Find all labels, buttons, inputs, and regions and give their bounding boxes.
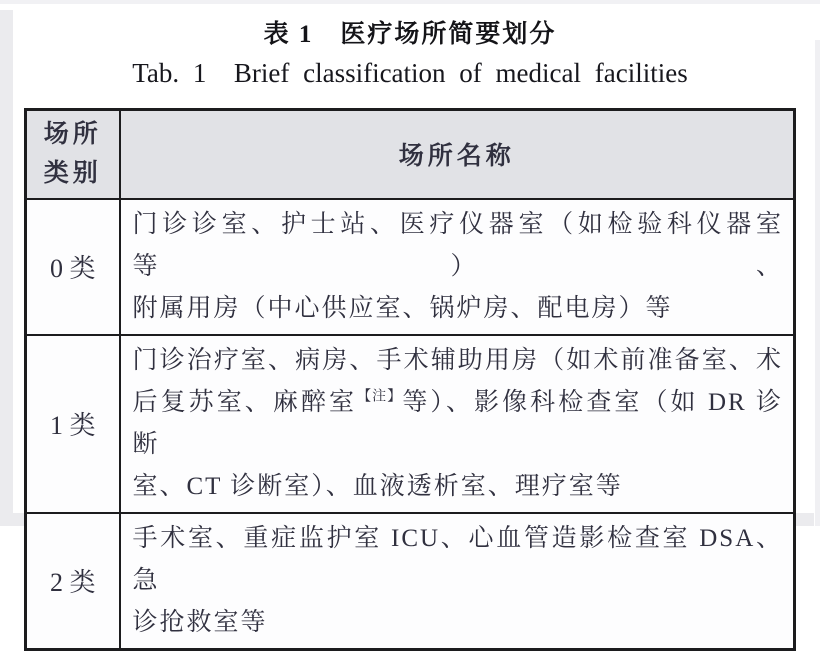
- page-edge-right: [815, 40, 820, 526]
- table-header-row: [26, 110, 795, 199]
- facilities-line: 门诊治疗室、病房、手术辅助用房（如术前准备室、术: [132, 346, 783, 374]
- note-superscript: 【注】: [357, 389, 403, 405]
- facilities-cell-class0: [120, 199, 795, 335]
- header-category-column: [26, 110, 120, 199]
- facilities-text-segment: 等）、影像科检查室（如 DR 诊断: [132, 388, 783, 458]
- facilities-text-segment: 后复苏室、麻醉室: [132, 388, 358, 416]
- page-edge-top: [0, 0, 820, 4]
- facilities-line: 附属用房（中心供应室、锅炉房、配电房）等: [132, 294, 673, 322]
- category-cell-class0: 0 类: [26, 199, 120, 335]
- facilities-line: 手术室、重症监护室 ICU、心血管造影检查室 DSA、急: [132, 524, 783, 594]
- header-category-line2: 类别: [43, 160, 102, 188]
- category-cell-class2: 2 类: [26, 513, 120, 650]
- table-caption-en: Tab. 1 Brief classification of medical facilities: [132, 58, 688, 88]
- facilities-line: [133, 382, 784, 466]
- header-category-line1: 场所: [43, 121, 102, 149]
- facilities-line: 诊抢救室等: [132, 608, 268, 636]
- table-row-class2: [26, 513, 795, 650]
- table-row-class1: [26, 335, 795, 513]
- facilities-cell-class1: [120, 335, 795, 513]
- table-body: [26, 199, 795, 650]
- table-caption-zh: 表 1 医疗场所简要划分: [263, 21, 557, 48]
- facilities-line: 室、CT 诊断室）、血液透析室、理疗室等: [132, 472, 623, 500]
- table-row-class0: [26, 199, 795, 335]
- facilities-line: 门诊诊室、护士站、医疗仪器室（如检验科仪器室等）、: [132, 210, 783, 280]
- category-cell-class1: 1 类: [26, 335, 120, 513]
- header-name-column: 场所名称: [120, 110, 795, 199]
- medical-facilities-table: [24, 108, 796, 651]
- facilities-cell-class2: [120, 513, 795, 650]
